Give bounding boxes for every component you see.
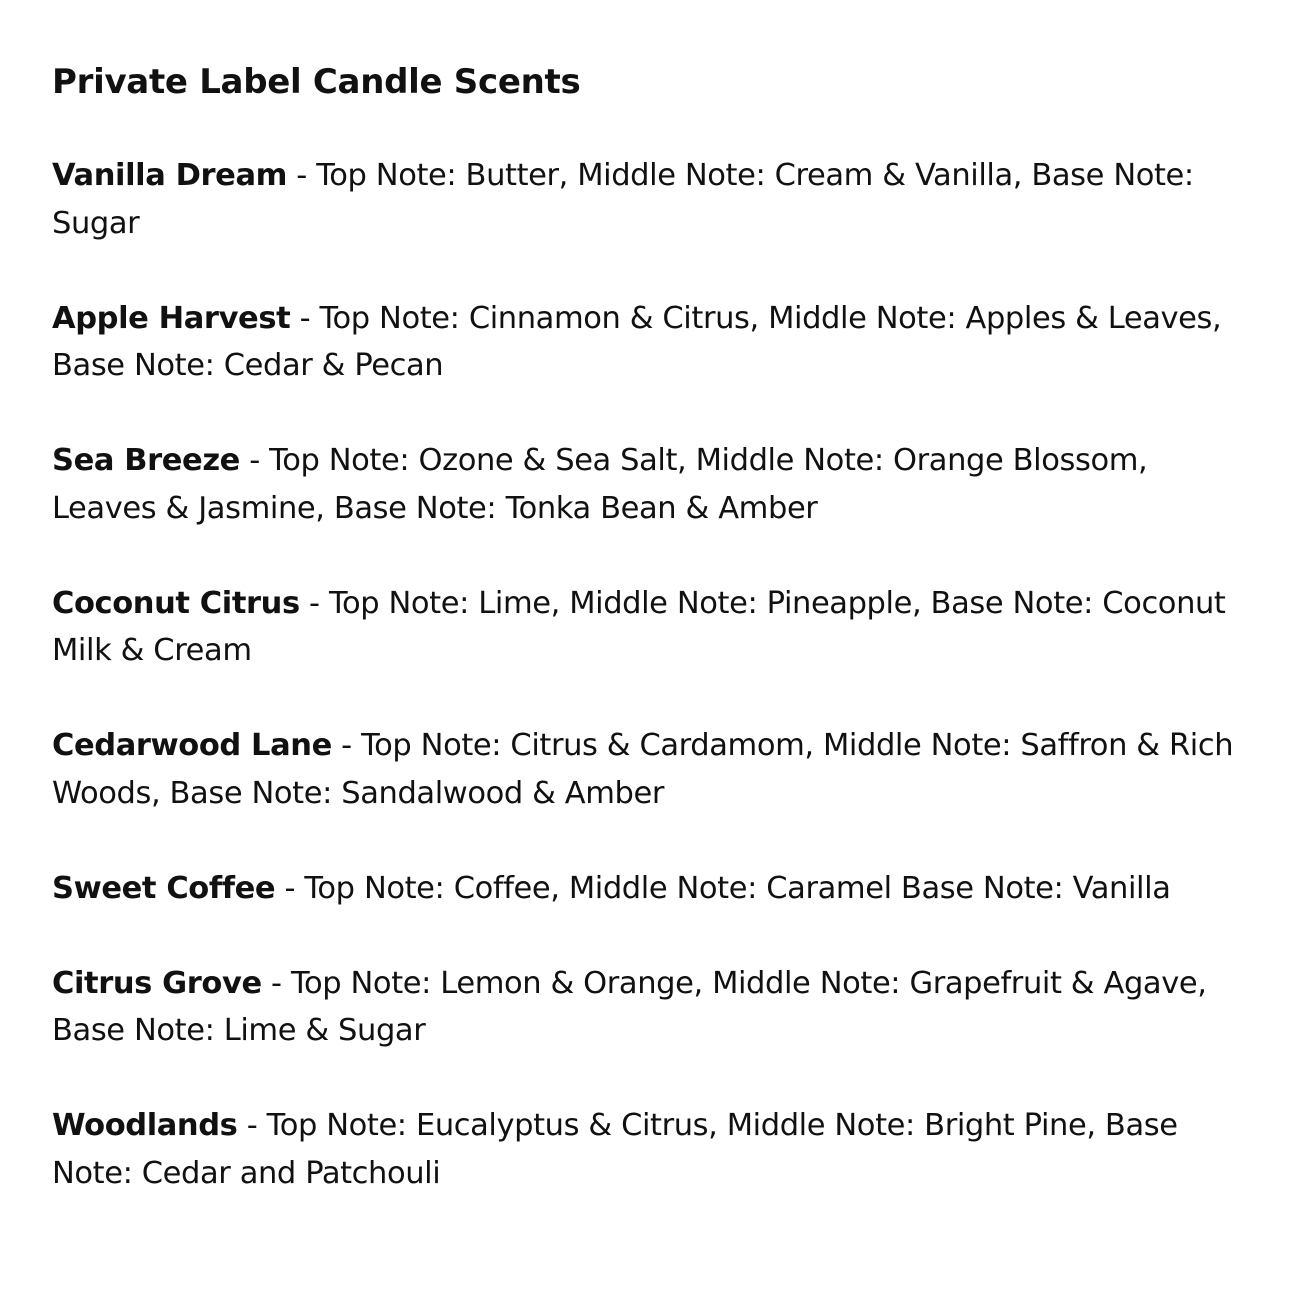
scent-name: Vanilla Dream	[52, 158, 288, 193]
page-title: Private Label Candle Scents	[52, 62, 581, 102]
scent-list-document	[52, 56, 1252, 1245]
scent-separator: -	[237, 1108, 267, 1143]
scent-description: Top Note: Citrus & Cardamom, Middle Note: Saffron & Rich Woods, Base Note: Sandalwood & Amber	[52, 728, 1234, 811]
scent-separator: -	[331, 728, 362, 763]
scent-separator: -	[287, 158, 317, 193]
scent-item-woodlands	[52, 1102, 1252, 1197]
scent-name: Sweet Coffee	[52, 870, 276, 906]
scent-name: Coconut Citrus	[52, 585, 300, 621]
scent-name: Citrus Grove	[52, 965, 262, 1001]
scent-item-coconut-citrus	[52, 580, 1252, 675]
scent-name: Woodlands	[52, 1108, 238, 1143]
scent-item-vanilla-dream	[52, 152, 1252, 247]
scent-item-apple-harvest	[52, 295, 1252, 390]
scent-description: Top Note: Coffee, Middle Note: Caramel Base Note: Vanilla	[304, 870, 1171, 906]
scent-description: Top Note: Lime, Middle Note: Pineapple, Base Note: Coconut Milk & Cream	[52, 585, 1226, 668]
scent-item-sea-breeze	[52, 437, 1252, 532]
scent-description: Top Note: Eucalyptus & Citrus, Middle Note: Bright Pine, Base Note: Cedar and Patchouli	[52, 1108, 1178, 1191]
scent-item-cedarwood-lane	[52, 722, 1252, 817]
scent-description: Top Note: Cinnamon & Citrus, Middle Note: Apples & Leaves, Base Note: Cedar & Pecan	[52, 300, 1222, 383]
scent-description: Top Note: Ozone & Sea Salt, Middle Note: Orange Blossom, Leaves & Jasmine, Base Note: Tonka Bean & Amber	[52, 443, 1148, 526]
scent-separator: -	[290, 300, 320, 336]
scent-separator: -	[299, 585, 329, 621]
scent-separator: -	[239, 443, 270, 478]
scent-name: Apple Harvest	[52, 300, 291, 336]
scent-item-sweet-coffee	[52, 865, 1252, 913]
scent-description: Top Note: Lemon & Orange, Middle Note: Grapefruit & Agave, Base Note: Lime & Sugar	[52, 965, 1207, 1048]
scent-separator: -	[275, 870, 305, 906]
scent-item-citrus-grove	[52, 960, 1252, 1055]
scent-name: Sea Breeze	[52, 443, 240, 478]
scent-separator: -	[261, 965, 291, 1001]
scent-description: Top Note: Butter, Middle Note: Cream & Vanilla, Base Note: Sugar	[52, 158, 1194, 241]
scent-name: Cedarwood Lane	[52, 728, 332, 763]
